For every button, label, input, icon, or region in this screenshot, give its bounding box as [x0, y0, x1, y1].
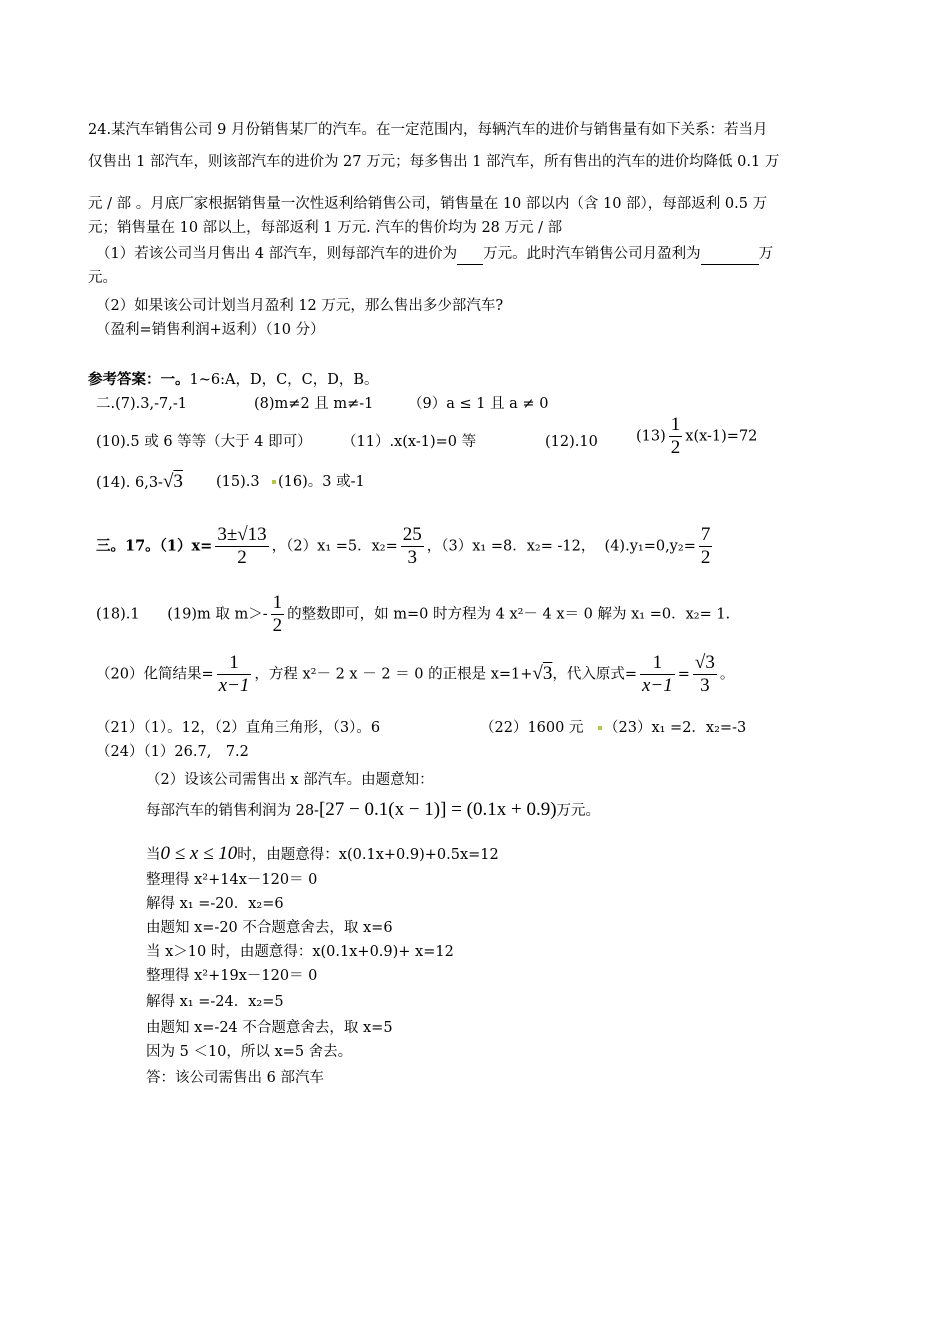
- solution-step-7: 当 x＞10 时，由题意得：x(0.1x+0.9)+ x=12: [146, 944, 454, 960]
- q24-part-1-end: 元。: [88, 270, 117, 286]
- answer-row-22: （22）1600 元: [480, 720, 584, 736]
- q24-line-4: 元；销售量在 10 部以上，每部返利 1 万元. 汽车的售价均为 28 万元 / 部: [88, 220, 563, 236]
- fraction-17-2: $\frac{25}{3}$: [402, 524, 422, 568]
- fraction-20-3: $\frac{√3}{3}$: [694, 652, 715, 696]
- answer-row-24: （24）（1）26.7, 7.2: [96, 744, 249, 760]
- solution-step-1: （2）设该公司需售出 x 部汽车。由题意知：: [146, 772, 434, 788]
- q24-line-2: 仅售出 1 部汽车，则该部汽车的进价为 27 万元；每多售出 1 部汽车，所有售出的汽车的进价均降低 0.1 万: [88, 154, 780, 170]
- answer-row-2c: （9）a ≤ 1 且 a ≠ 0: [408, 396, 549, 412]
- answer-row-3a: (10).5 或 6 等等（大于 4 即可）: [96, 434, 312, 450]
- answer-row-3c: (12).10: [545, 434, 598, 450]
- dot-mark: [598, 726, 602, 730]
- sqrt-3: √3: [162, 471, 183, 492]
- fraction-half: $\frac{1}{2}$: [670, 414, 681, 458]
- q24-part-1: （1）若该公司当月售出 4 部汽车，则每部汽车的进价为 万元。此时汽车销售公司月盈利为 万: [96, 244, 773, 265]
- solution-step-10: 由题知 x=-24 不合题意舍去，取 x=5: [146, 1020, 393, 1036]
- q24-line-1: 24.某汽车销售公司 9 月份销售某厂的汽车。在一定范围内，每辆汽车的进价与销售量有如下关系：若当月: [88, 122, 768, 138]
- q24-part-2: （2）如果该公司计划当月盈利 12 万元，那么售出多少部汽车?: [96, 298, 504, 314]
- fraction-20-2: $\frac{1}{x-1}$: [642, 652, 673, 696]
- answers-heading: 参考答案：一。1~6:A，D，C，C，D，B。: [88, 371, 379, 388]
- solution-step-4: 整理得 x²+14x－120＝ 0: [146, 872, 318, 888]
- solution-step-3: 当0 ≤ x ≤ 10时，由题意得：x(0.1x+0.9)+0.5x=12: [146, 843, 499, 864]
- fraction-17-1: $\frac{3\pm√13}{2}$: [217, 524, 267, 568]
- answer-row-4a: (14). 6,3-√3: [96, 471, 183, 492]
- answer-row-4c: (16)。3 或-1: [270, 472, 365, 492]
- answer-row-3d: (13) $\frac{1}{2}$ x(x-1)=72: [636, 414, 758, 458]
- solution-step-2: 每部汽车的销售利润为 28-[27 − 0.1(x − 1)] = (0.1x + 0.9)万元。: [146, 799, 601, 820]
- answer-row-18: (18).1 (19)m 取 m＞- $\frac{1}{2}$ 的整数即可，如 m=0 时方程为 4 x²－ 4 x＝ 0 解为 x₁ =0．x₂= 1.: [96, 592, 731, 636]
- blank-1: [457, 244, 483, 265]
- answer-row-3b: （11）.x(x-1)=0 等: [342, 434, 477, 450]
- sqrt-3-b: √3: [532, 662, 553, 684]
- fraction-20-1: $\frac{1}{x-1}$: [218, 652, 250, 696]
- solution-step-8: 整理得 x²+19x－120＝ 0: [146, 968, 318, 984]
- blank-2: [701, 244, 759, 265]
- answer-row-23: （23）x₁ =2．x₂=-3: [596, 718, 746, 738]
- answer-row-21: （21）（1）。12，（2）直角三角形，（3）。6: [96, 720, 381, 736]
- dot-mark: [272, 480, 276, 484]
- solution-step-11: 因为 5 ＜10，所以 x=5 舍去。: [146, 1044, 353, 1060]
- solution-answer: 答：该公司需售出 6 部汽车: [146, 1070, 324, 1086]
- solution-step-6: 由题知 x=-20 不合题意舍去，取 x=6: [146, 920, 393, 936]
- answer-row-20: （20）化简结果= $\frac{1}{x-1}$ ，方程 x²－ 2 x － 2 ＝ 0 的正根是 x=1+√3，代入原式= $\frac{1}{x-1}$ = $\frac{√3}{3}$ 。: [96, 652, 735, 696]
- answer-row-17: 三。17。（1）x= $\frac{3\pm√13}{2}$ ，（2）x₁ =5．x₂= $\frac{25}{3}$ ，（3）x₁ =8．x₂= -12， (4).y₁=0,y₂= $\frac{7}{2}$: [96, 524, 711, 568]
- fraction-17-4: $\frac{7}{2}$: [700, 524, 711, 568]
- fraction-19: $\frac{1}{2}$: [272, 592, 283, 636]
- solution-step-9: 解得 x₁ =-24．x₂=5: [146, 994, 284, 1010]
- q24-note: （盈利=销售利润+返利）（10 分）: [96, 322, 325, 338]
- answer-row-4b: (15).3: [216, 474, 260, 490]
- q24-line-3: 元 / 部 。月底厂家根据销售量一次性返利给销售公司，销售量在 10 部以内（含 10 部），每部返利 0.5 万: [88, 196, 768, 212]
- answer-row-2a: 二.(7).3,-7,-1: [96, 396, 187, 412]
- solution-step-5: 解得 x₁ =-20．x₂=6: [146, 896, 284, 912]
- answer-row-2b: (8)m≠2 且 m≠-1: [254, 396, 374, 412]
